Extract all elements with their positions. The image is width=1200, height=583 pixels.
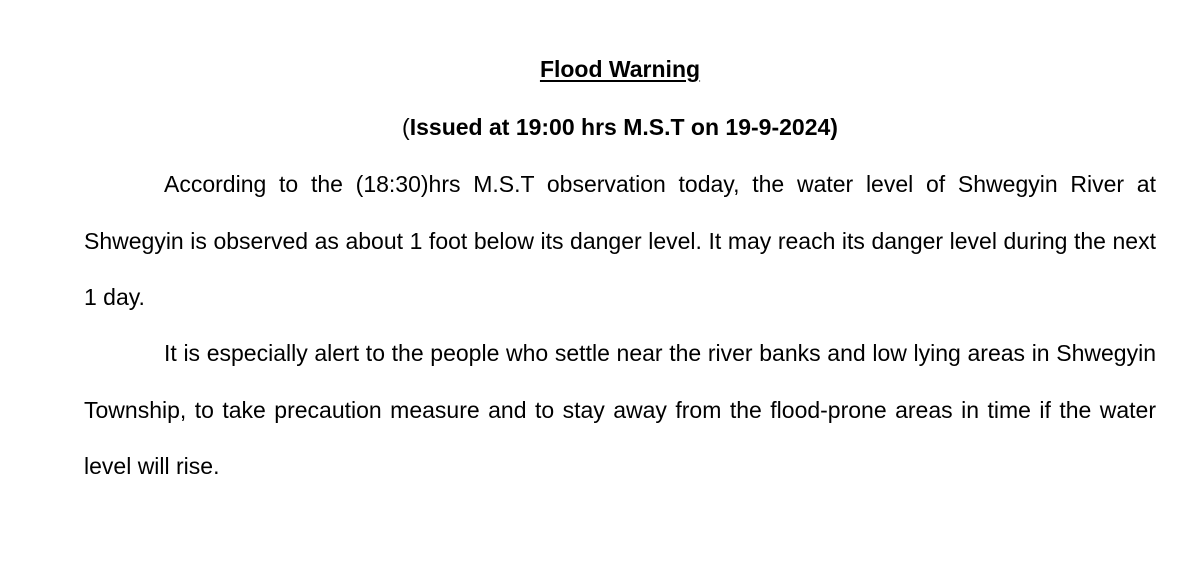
issued-open-paren: ( bbox=[402, 114, 410, 140]
issued-text: Issued at 19:00 hrs M.S.T on 19-9-2024) bbox=[409, 114, 838, 140]
issued-line bbox=[0, 112, 1200, 142]
body-paragraph-alert: It is especially alert to the people who settle near the river banks and low lying areas in Shwegyin Township, to take precaution measure and to stay away from the flood-prone areas in time if the water level will rise. bbox=[84, 340, 1156, 479]
body-paragraph-observation: According to the (18:30)hrs M.S.T observation today, the water level of Shwegyin River at Shwegyin is observed as about 1 foot below its danger level. It may reach its danger level during the next 1 day. bbox=[84, 171, 1156, 310]
page-title: Flood Warning bbox=[539, 56, 701, 82]
